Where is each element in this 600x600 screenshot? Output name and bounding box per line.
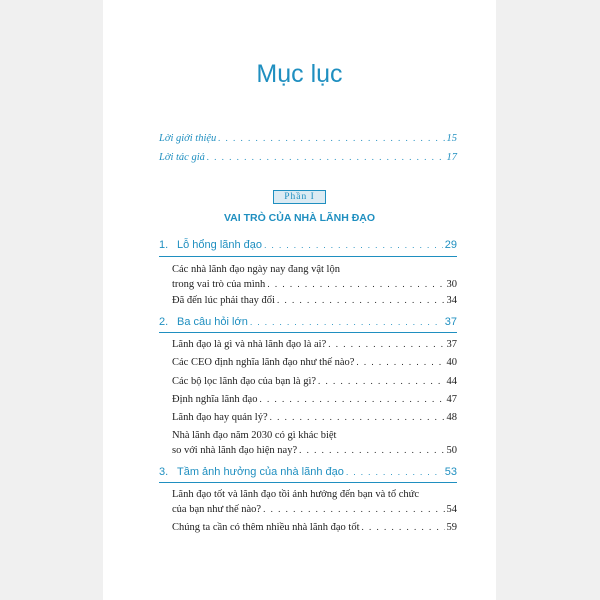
chapter-2-rule	[159, 332, 457, 333]
chapter-1-rule	[159, 256, 457, 257]
section-entry: Chúng ta cần có thêm nhiều nhà lãnh đạo tốt . . . 59	[172, 520, 457, 535]
toc-entry-author-note: Lời tác giả . . . 17	[159, 150, 457, 165]
section-entry: Đã đến lúc phải thay đổi . . . 34	[172, 293, 457, 308]
section-entry: so với nhà lãnh đạo hiện nay? . . . 50	[172, 443, 457, 458]
section-entry: Lãnh đạo hay quản lý? . . . 48	[172, 410, 457, 425]
section-entry: Định nghĩa lãnh đạo . . . 47	[172, 392, 457, 407]
section-line: Nhà lãnh đạo năm 2030 có gì khác biệt	[172, 430, 337, 441]
section-entry: của bạn như thế nào? . . . 54	[172, 502, 457, 517]
book-page	[103, 0, 496, 600]
chapter-2-entry: 2. Ba câu hỏi lớn . . . 37	[159, 315, 457, 329]
section-entry: trong vai trò của mình . . . 30	[172, 277, 457, 292]
section-line: Lãnh đạo tốt và lãnh đạo tồi ảnh hưởng đến bạn và tổ chức	[172, 489, 419, 500]
toc-entry-intro: Lời giới thiệu . . . 15	[159, 131, 457, 146]
section-line: Các nhà lãnh đạo ngày nay đang vật lộn	[172, 264, 340, 275]
section-entry: Các CEO định nghĩa lãnh đạo như thế nào? . . . 40	[172, 355, 457, 370]
section-entry: Lãnh đạo là gì và nhà lãnh đạo là ai? . . . 37	[172, 337, 457, 352]
chapter-1-entry: 1. Lỗ hổng lãnh đạo . . . 29	[159, 238, 457, 252]
chapter-3-entry: 3. Tầm ảnh hưởng của nhà lãnh đạo . . . 53	[159, 465, 457, 479]
page-title: Mục lục	[256, 60, 343, 88]
part-label: Phần I	[103, 186, 496, 204]
section-entry: Các bộ lọc lãnh đạo của bạn là gì? . . . 44	[172, 374, 457, 389]
part-title: VAI TRÒ CỦA NHÀ LÃNH ĐẠO	[223, 212, 376, 224]
chapter-3-rule	[159, 482, 457, 483]
